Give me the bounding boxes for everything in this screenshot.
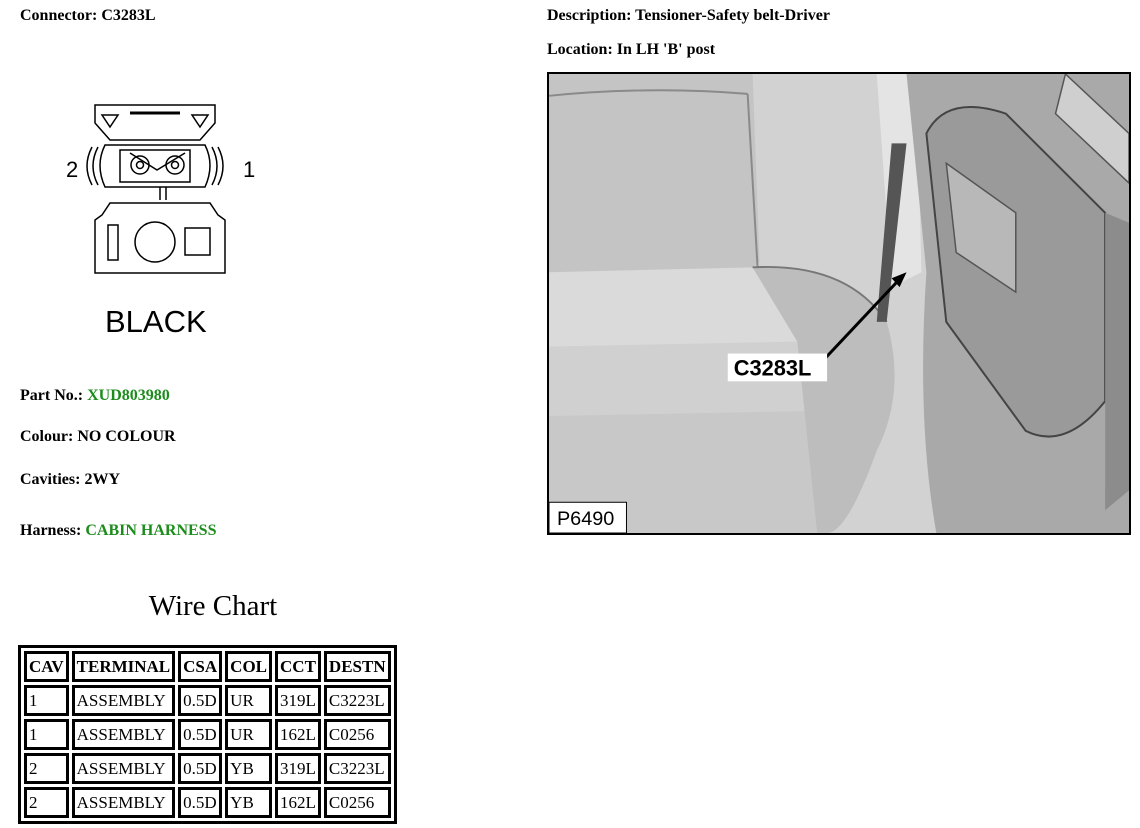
colour-label: Colour:	[20, 428, 74, 445]
cell-destn: C3223L	[324, 685, 391, 716]
header-cct: CCT	[275, 651, 321, 682]
cell-cct: 319L	[275, 685, 321, 716]
part-no-line	[20, 387, 170, 405]
cavities-label: Cavities:	[20, 471, 81, 488]
cell-cct: 162L	[275, 787, 321, 818]
cell-csa: 0.5D	[178, 753, 222, 784]
header-destn: DESTN	[324, 651, 391, 682]
cell-csa: 0.5D	[178, 685, 222, 716]
connector-colour-text: BLACK	[105, 304, 207, 339]
cell-cav: 2	[24, 753, 69, 784]
colour-line	[20, 428, 176, 446]
cell-destn: C3223L	[324, 753, 391, 784]
cell-terminal: ASSEMBLY	[72, 719, 176, 750]
cell-col: YB	[225, 787, 272, 818]
cell-col: YB	[225, 753, 272, 784]
wire-chart-table	[18, 645, 397, 824]
table-header-row	[24, 651, 391, 682]
cell-col: UR	[225, 719, 272, 750]
harness-label: Harness:	[20, 522, 82, 539]
cell-csa: 0.5D	[178, 719, 222, 750]
table-row	[24, 719, 391, 750]
harness-line	[20, 522, 216, 540]
cell-destn: C0256	[324, 787, 391, 818]
photo-callout-label: C3283L	[733, 355, 812, 381]
header-terminal: TERMINAL	[72, 651, 176, 682]
connector-diagram	[60, 95, 270, 345]
harness-link[interactable]: CABIN HARNESS	[85, 522, 217, 539]
table-row	[24, 685, 391, 716]
header-cav: CAV	[24, 651, 69, 682]
description-value: Tensioner-Safety belt-Driver	[635, 7, 830, 24]
connector-label: Connector:	[20, 7, 98, 24]
cavities-line	[20, 471, 120, 489]
header-csa: CSA	[178, 651, 222, 682]
description-line	[547, 7, 830, 25]
photo-ref-label: P6490	[556, 508, 615, 531]
cell-terminal: ASSEMBLY	[72, 753, 176, 784]
cell-destn: C0256	[324, 719, 391, 750]
cell-terminal: ASSEMBLY	[72, 787, 176, 818]
connector-line	[20, 7, 156, 25]
cell-terminal: ASSEMBLY	[72, 685, 176, 716]
cell-cav: 1	[24, 685, 69, 716]
location-value: In LH 'B' post	[616, 41, 716, 58]
wire-chart-title: Wire Chart	[148, 590, 278, 622]
table-row	[24, 753, 391, 784]
pin-label-left: 2	[66, 157, 79, 182]
location-photo	[547, 72, 1131, 535]
location-line	[547, 41, 715, 59]
table-row	[24, 787, 391, 818]
cavities-value: 2WY	[84, 471, 120, 488]
pin-label-right: 1	[243, 157, 256, 182]
header-col: COL	[225, 651, 272, 682]
connector-value: C3283L	[101, 7, 156, 24]
description-label: Description:	[547, 7, 632, 24]
cell-csa: 0.5D	[178, 787, 222, 818]
cell-cct: 162L	[275, 719, 321, 750]
cell-cct: 319L	[275, 753, 321, 784]
part-no-link[interactable]: XUD803980	[87, 387, 170, 404]
cell-col: UR	[225, 685, 272, 716]
colour-value: NO COLOUR	[77, 428, 176, 445]
cell-cav: 1	[24, 719, 69, 750]
cell-cav: 2	[24, 787, 69, 818]
part-no-label: Part No.:	[20, 387, 84, 404]
location-label: Location:	[547, 41, 613, 58]
